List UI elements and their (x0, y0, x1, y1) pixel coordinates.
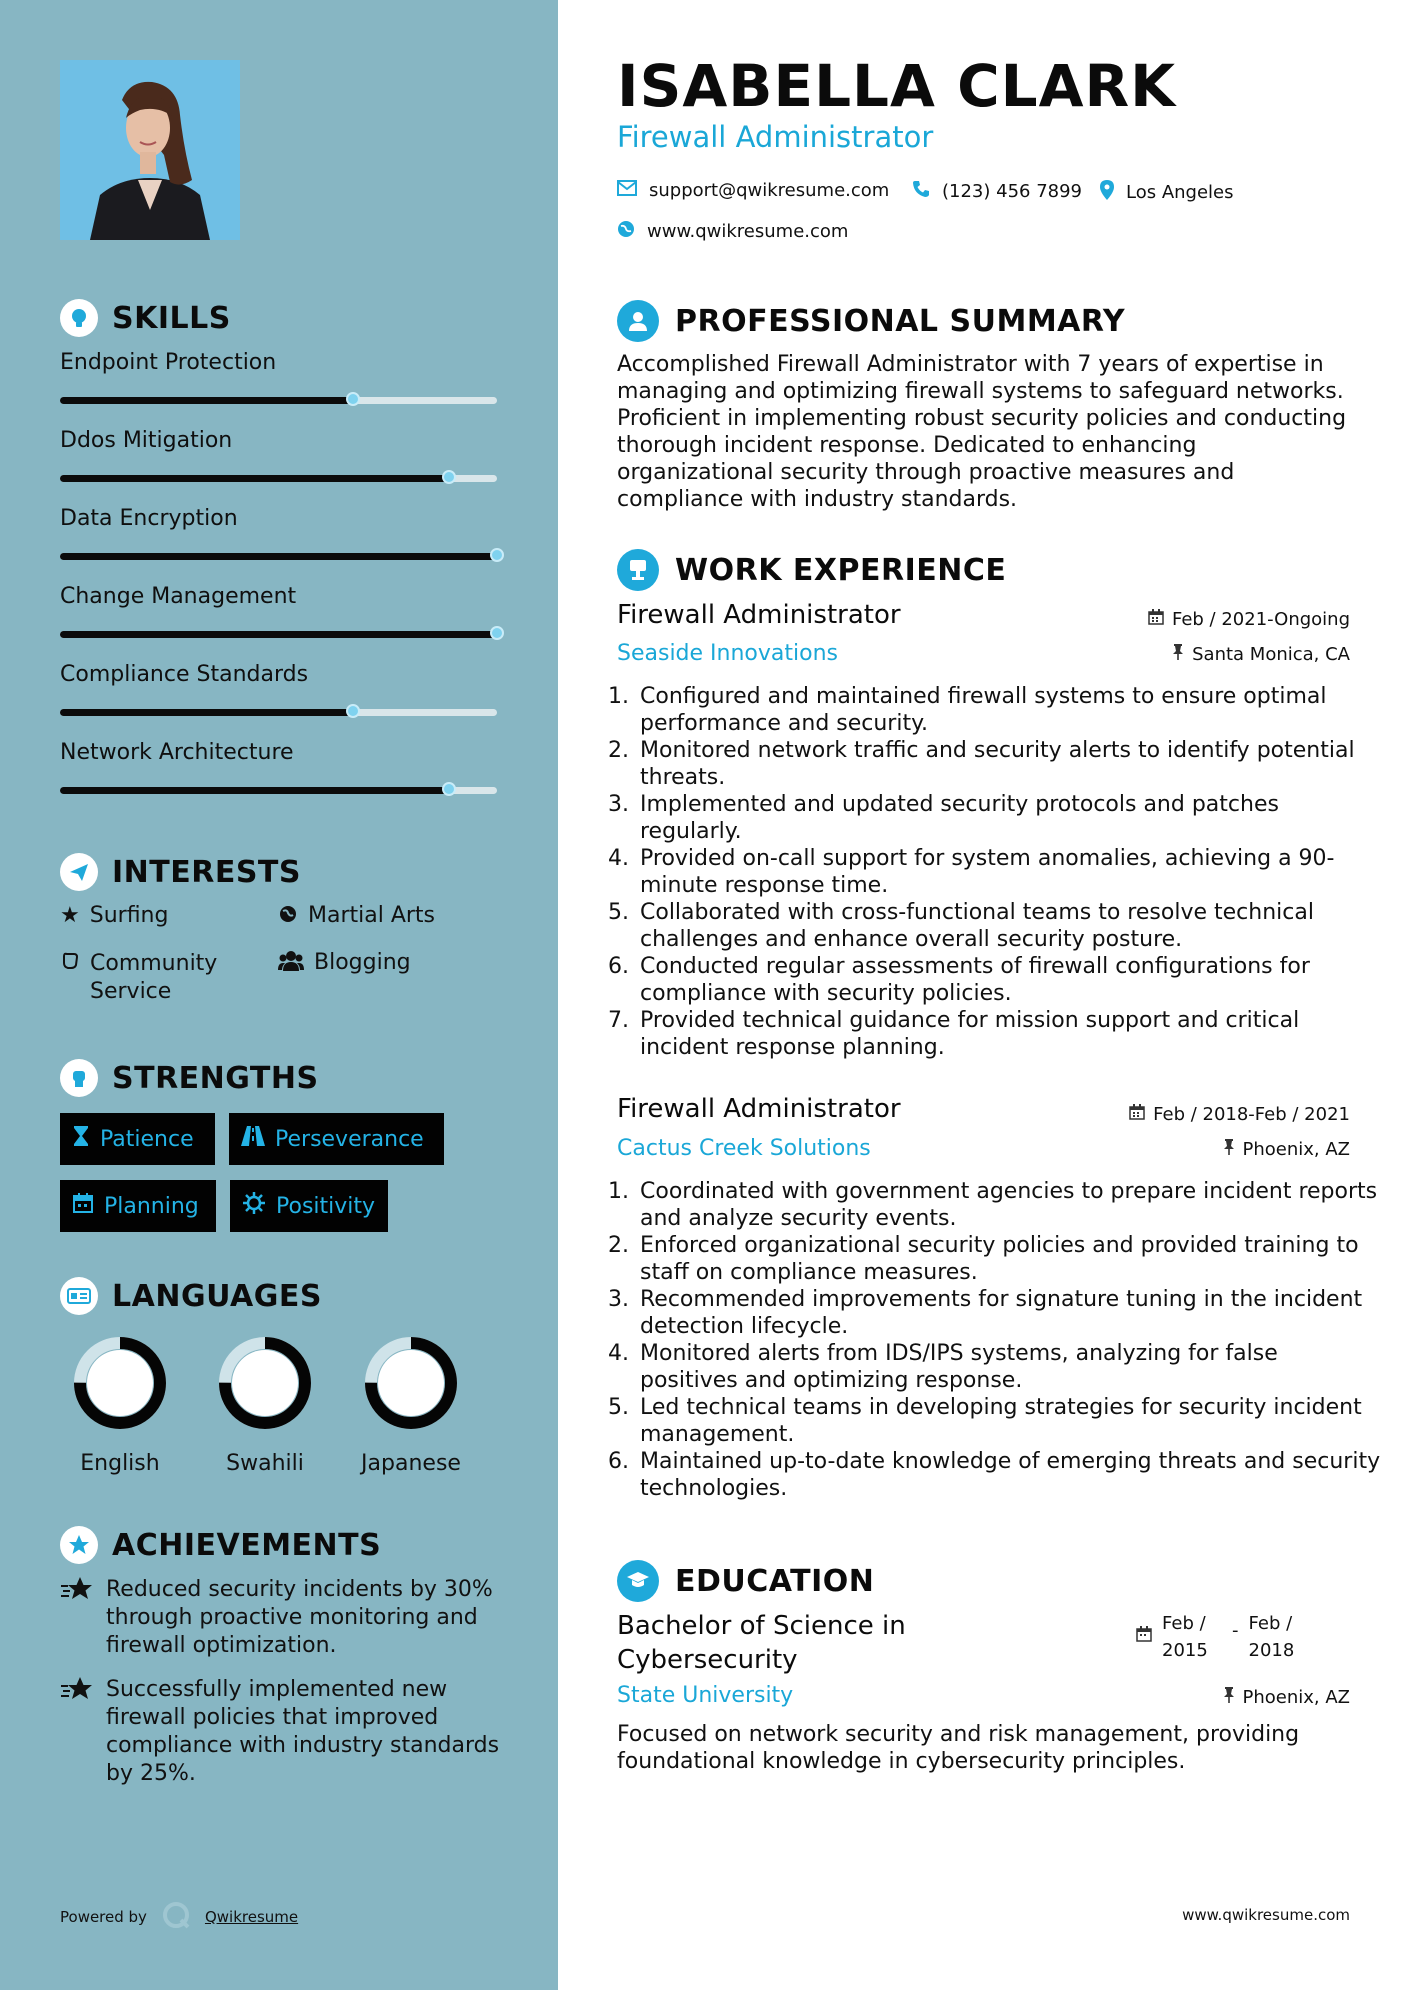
skill-level-bar (60, 397, 497, 404)
strength-label: Perseverance (275, 1126, 424, 1152)
job-title: Firewall Administrator (617, 600, 901, 630)
star-icon: ★ (60, 903, 80, 928)
education-start: Feb / 2015 (1162, 1613, 1208, 1661)
language-card-icon (60, 1277, 98, 1315)
achievement-text: Successfully implemented new firewall policies that improved compliance with industry standards by 25%. (106, 1677, 500, 1786)
achievements-header (60, 1526, 381, 1564)
job-duty-item: 1. Coordinated with government agencies to prepare incident reports and analyze security events. (636, 1178, 1381, 1232)
strengths-title: STRENGTHS (112, 1060, 319, 1096)
education-location-text: Phoenix, AZ (1242, 1687, 1350, 1708)
skill-level-knob (442, 782, 456, 796)
road-icon (241, 1126, 265, 1152)
language-ring-center (378, 1350, 444, 1416)
summary-header (617, 300, 1125, 342)
skill-level-knob (490, 548, 504, 562)
degree-title: Bachelor of Science in Cybersecurity (617, 1611, 906, 1675)
job-duty-item: 4. Monitored alerts from IDS/IPS systems, analyzing for false positives and optimizing response. (636, 1340, 1381, 1394)
job-dates (1129, 1104, 1350, 1125)
skill-level-fill (60, 787, 449, 794)
job-dates-text: Feb / 2018-Feb / 2021 (1153, 1104, 1350, 1125)
education-end: Feb / 2018 (1248, 1613, 1295, 1661)
contact-website[interactable] (617, 220, 848, 243)
star-icon (60, 1576, 94, 1660)
skill-name: Ddos Mitigation (60, 428, 233, 453)
interests-title: INTERESTS (112, 854, 301, 890)
skill-level-fill (60, 631, 497, 638)
languages-title: LANGUAGES (112, 1278, 322, 1314)
job-dates-text: Feb / 2021-Ongoing (1171, 609, 1350, 630)
skill-level-knob (346, 392, 360, 406)
strength-chip-positivity (230, 1180, 388, 1232)
hourglass-icon (72, 1125, 90, 1153)
job-role: Firewall Administrator (617, 120, 934, 154)
company-name: Seaside Innovations (617, 641, 838, 666)
email-text: support@qwikresume.com (649, 180, 890, 201)
language-name: Japanese (361, 1451, 461, 1476)
pushpin-icon (1223, 1139, 1235, 1160)
education-location (1223, 1687, 1351, 1708)
interest-label: Surfing (89, 903, 169, 928)
star-badge-icon (60, 1526, 98, 1564)
company-name: Cactus Creek Solutions (617, 1136, 871, 1161)
job-duty-item: 7. Provided technical guidance for mission support and critical incident response planning. (636, 1007, 1381, 1061)
experience-header (617, 549, 1006, 591)
school-name: State University (617, 1683, 794, 1708)
job-duty-item: 6. Maintained up-to-date knowledge of emerging threats and security technologies. (636, 1448, 1381, 1502)
interest-item-community-service (60, 950, 250, 1006)
job-location (1223, 1139, 1351, 1160)
language-name: Swahili (226, 1451, 304, 1476)
language-item (210, 1333, 320, 1476)
hand-icon (60, 950, 80, 976)
strength-chip-patience (60, 1113, 215, 1165)
job-duty-item: 3. Implemented and updated security protocols and patches regularly. (636, 791, 1381, 845)
job-duties-list (612, 683, 1381, 1061)
job-location-text: Phoenix, AZ (1242, 1139, 1350, 1160)
skill-level-bar (60, 475, 497, 482)
education-text: Focused on network security and risk management, providing foundational knowledge in cybersecurity principles. (617, 1722, 1300, 1774)
footer-url[interactable]: www.qwikresume.com (1182, 1906, 1350, 1924)
qwikresume-link[interactable]: Qwikresume (204, 1908, 299, 1926)
skills-header (60, 299, 231, 337)
pushpin-icon (1223, 1687, 1235, 1708)
language-item (356, 1333, 466, 1476)
job-location-text: Santa Monica, CA (1192, 644, 1350, 665)
job-duty-item: 6. Conducted regular assessments of firewall configurations for compliance with security policies. (636, 953, 1381, 1007)
language-ring-center (87, 1350, 153, 1416)
interest-label: Community Service (90, 951, 218, 1004)
education-header (617, 1560, 874, 1602)
contact-phone[interactable] (912, 180, 1082, 203)
profile-photo (60, 60, 240, 240)
sun-icon (242, 1191, 266, 1221)
skill-level-fill (60, 397, 353, 404)
calendar-icon (1129, 1104, 1145, 1125)
powered-by-label: Powered by (60, 1908, 147, 1926)
interest-item-martial-arts (278, 903, 435, 929)
interests-header (60, 853, 301, 891)
skill-level-fill (60, 553, 497, 560)
website-text: www.qwikresume.com (647, 221, 849, 242)
location-text: Los Angeles (1126, 182, 1234, 203)
strength-label: Planning (104, 1193, 199, 1219)
skill-level-knob (490, 626, 504, 640)
strengths-header (60, 1059, 319, 1097)
skill-level-knob (442, 470, 456, 484)
phone-text: (123) 456 7899 (942, 181, 1083, 202)
job-duty-item: 4. Provided on-call support for system anomalies, achieving a 90-minute response time. (636, 845, 1381, 899)
skill-name: Compliance Standards (60, 662, 309, 687)
powered-by (60, 1900, 298, 1934)
skill-level-fill (60, 709, 353, 716)
strength-chip-perseverance (229, 1113, 444, 1165)
skill-level-bar (60, 787, 497, 794)
interest-label: Martial Arts (308, 903, 436, 928)
achievement-item (60, 1576, 500, 1660)
language-item (65, 1333, 175, 1476)
strength-label: Patience (100, 1126, 194, 1152)
calendar-icon (1136, 1626, 1152, 1647)
contact-email[interactable] (617, 180, 889, 201)
job-duty-item: 2. Enforced organizational security policies and provided training to staff on compliance measures. (636, 1232, 1381, 1286)
education-dates (1136, 1610, 1309, 1664)
interest-item-blogging (278, 950, 411, 978)
education-title: EDUCATION (675, 1563, 875, 1599)
qwikresume-logo-icon (161, 1900, 191, 1934)
skill-name: Change Management (60, 584, 297, 609)
calendar-icon (1148, 609, 1164, 630)
globe-icon (617, 220, 635, 243)
skill-name: Data Encryption (60, 506, 238, 531)
language-ring-center (232, 1350, 298, 1416)
user-icon (617, 300, 659, 342)
interest-item-surfing (60, 903, 168, 928)
calendar-icon (72, 1192, 94, 1220)
graduation-cap-icon (617, 1560, 659, 1602)
strength-chip-planning (60, 1180, 216, 1232)
job-duty-item: 2. Monitored network traffic and security alerts to identify potential threats. (636, 737, 1381, 791)
job-title: Firewall Administrator (617, 1094, 901, 1124)
phone-icon (912, 180, 930, 203)
briefcase-icon (617, 549, 659, 591)
summary-text: Accomplished Firewall Administrator with 7 years of expertise in managing and optimizing firewall systems to safeguard networks. Proficient in implementing robust security policies and conducting thorough incident response. Dedicated to enhancing organizational security through proactive measures and compliance with industry standards. (617, 352, 1347, 512)
date-separator: - (1232, 1620, 1239, 1641)
lightbulb-icon (60, 299, 98, 337)
achievements-title: ACHIEVEMENTS (112, 1527, 382, 1563)
envelope-icon (617, 180, 637, 201)
job-duty-item: 5. Led technical teams in developing strategies for security incident management. (636, 1394, 1381, 1448)
job-duty-item: 5. Collaborated with cross-functional teams to resolve technical challenges and enhance overall security posture. (636, 899, 1381, 953)
job-duties-list (612, 1178, 1381, 1502)
skill-name: Endpoint Protection (60, 350, 277, 375)
job-location (1172, 644, 1350, 665)
users-icon (278, 950, 304, 978)
summary-title: PROFESSIONAL SUMMARY (675, 303, 1126, 339)
skill-level-bar (60, 709, 497, 716)
skill-level-bar (60, 553, 497, 560)
job-duty-item: 3. Recommended improvements for signature tuning in the incident detection lifecycle. (636, 1286, 1381, 1340)
skill-name: Network Architecture (60, 740, 294, 765)
achievement-item (60, 1676, 500, 1788)
languages-header (60, 1277, 322, 1315)
fist-icon (60, 1059, 98, 1097)
person-name: ISABELLA CLARK (617, 52, 1177, 120)
strength-label: Positivity (276, 1193, 376, 1219)
language-level-ring (361, 1333, 461, 1433)
skill-level-bar (60, 631, 497, 638)
language-level-ring (215, 1333, 315, 1433)
globe-icon (278, 903, 298, 929)
language-name: English (80, 1451, 160, 1476)
skill-level-fill (60, 475, 449, 482)
experience-title: WORK EXPERIENCE (675, 552, 1007, 588)
skill-level-knob (346, 704, 360, 718)
job-dates (1148, 609, 1350, 630)
star-icon (60, 1676, 94, 1788)
language-level-ring (70, 1333, 170, 1433)
achievement-text: Reduced security incidents by 30% through proactive monitoring and firewall optimization. (106, 1577, 493, 1658)
sidebar (0, 0, 558, 1990)
map-pin-icon (1100, 180, 1114, 205)
job-duty-item: 1. Configured and maintained firewall systems to ensure optimal performance and security. (636, 683, 1381, 737)
paper-plane-icon (60, 853, 98, 891)
pushpin-icon (1172, 644, 1184, 665)
interest-label: Blogging (314, 950, 411, 975)
skills-title: SKILLS (112, 300, 231, 336)
contact-location (1100, 180, 1234, 205)
